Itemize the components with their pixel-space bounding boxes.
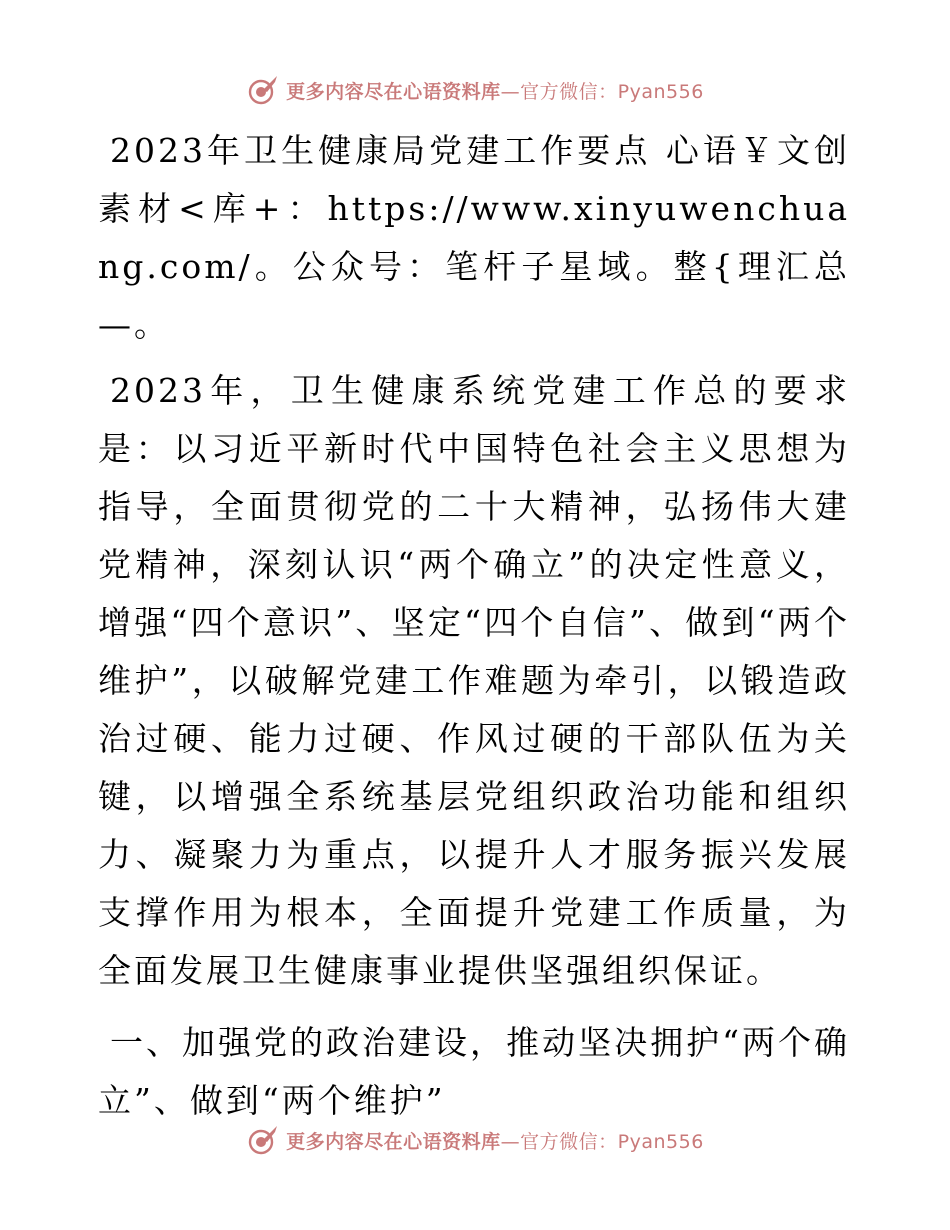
footer-watermark-banner <box>0 1120 950 1160</box>
quill-seal-icon <box>246 1123 280 1157</box>
header-watermark-banner <box>0 70 950 110</box>
document-title-paragraph: 2023年卫生健康局党建工作要点 心语￥文创素材<库+：https://www.xinyuwenchuang.com/。公众号：笔杆子星域。整{理汇总—。 <box>98 131 850 344</box>
section-heading-1: 一、加强党的政治建设，推动坚决拥护“两个确立”、做到“两个维护” <box>98 1023 850 1120</box>
watermark-text: 更多内容尽在心语资料库—官方微信：Pyan556 <box>286 80 704 103</box>
summary-paragraph: 2023年，卫生健康系统党建工作总的要求是：以习近平新时代中国特色社会主义思想为指导，全面贯彻党的二十大精神，弘扬伟大建党精神，深刻认识“两个确立”的决定性意义，增强“四个意识”、坚定“四个自信”、做到“两个维护”，以破解党建工作难题为牵引，以锻造政治过硬、能力过硬、作风过硬的干部队伍为关键，以增强全系统基层党组织政治功能和组织力、凝聚力为重点，以提升人才服务振兴发展支撑作用为根本，全面提升党建工作质量，为全面发展卫生健康事业提供坚强组织保证。 <box>98 371 850 990</box>
quill-seal-icon <box>246 73 280 107</box>
watermark-text: 更多内容尽在心语资料库—官方微信：Pyan556 <box>286 1130 704 1153</box>
document-body <box>98 122 850 1130</box>
